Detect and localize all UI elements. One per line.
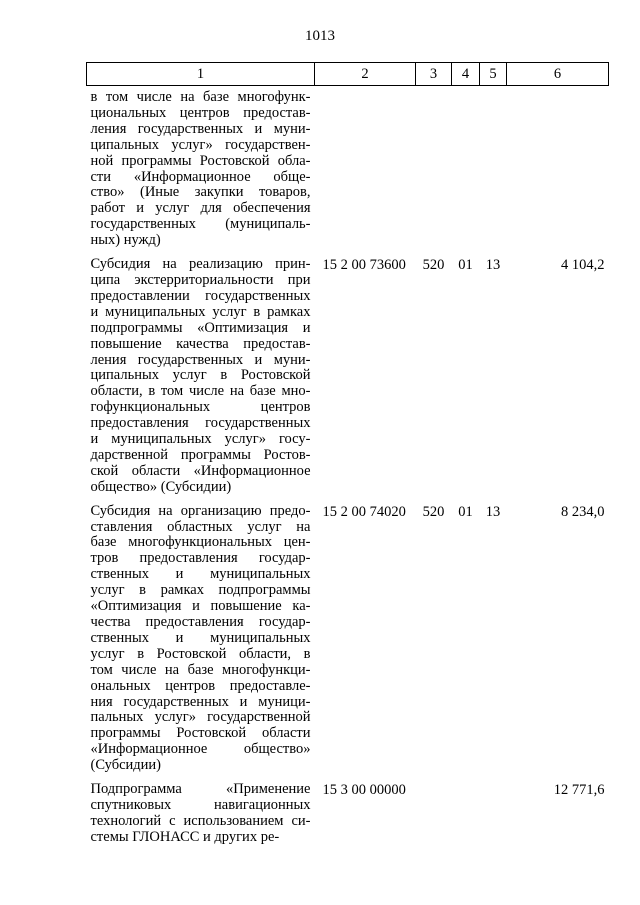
description-line: ставления областных услуг на — [90, 518, 311, 535]
row-section: 01 — [458, 257, 473, 274]
description-line: услуг в рамках подпрограммы — [90, 582, 311, 599]
description-line: ной программы Ростовской обла- — [90, 152, 311, 169]
row-target-code: 15 3 00 00000 — [322, 782, 406, 799]
description-line: ональных центров предоставле- — [90, 677, 311, 694]
description-line: ство» (Иные закупки товаров, — [90, 184, 311, 201]
row-expense-type — [416, 86, 452, 254]
row-target-code: 15 2 00 73600 — [322, 257, 406, 274]
description-line: услуг в Ростовской области, в — [90, 645, 311, 662]
table-header-row — [87, 63, 609, 86]
description-line: «Информационное общество» — [90, 741, 311, 758]
description-line: стемы ГЛОНАСС и других ре- — [90, 828, 280, 845]
row-amount: 8 234,0 — [561, 503, 605, 520]
row-section — [452, 86, 480, 254]
row-subsection — [480, 86, 507, 254]
header-col-2: 2 — [315, 63, 416, 86]
description-line: повышение качества предостав- — [90, 335, 311, 352]
row-subsection: 13 — [485, 503, 501, 520]
description-line: пальных услуг» государственной — [90, 709, 311, 726]
row-target-code — [315, 86, 416, 254]
description-line: государственных (муниципаль- — [90, 216, 311, 233]
description-line: чества предоставления государ- — [90, 614, 311, 630]
description-line: «Оптимизация и повышение ка- — [90, 598, 311, 615]
description-line: дарственной программы Ростов- — [90, 446, 311, 463]
description-line: тров предоставления госудаp- — [90, 550, 311, 567]
row-description — [87, 778, 315, 850]
description-line: базе многофункциональных цен- — [90, 534, 311, 551]
description-line: спутниковых навигационных — [90, 796, 311, 813]
table-row — [87, 253, 609, 500]
row-expense-type — [416, 778, 452, 850]
header-col-6: 6 — [507, 63, 609, 86]
description-line: ления государственных и муни- — [90, 351, 311, 368]
description-line: предоставлении государственных — [90, 287, 311, 304]
description-line: ципальных услуг» государствен- — [90, 136, 311, 153]
row-amount: 12 771,6 — [553, 782, 605, 799]
description-line: Подпрограмма «Применение — [90, 781, 311, 798]
description-line: (Субсидии) — [90, 757, 161, 774]
row-subsection — [480, 778, 507, 850]
description-line: ных) нужд) — [90, 232, 161, 249]
budget-table — [86, 62, 609, 850]
row-section: 01 — [458, 503, 473, 520]
description-line: ственных и муниципальных — [90, 629, 311, 646]
header-col-5: 5 — [480, 63, 507, 86]
description-line: том числе на базе многофункци- — [90, 661, 311, 678]
description-line: и муниципальных услуг в рамках — [90, 303, 311, 320]
header-col-4: 4 — [452, 63, 480, 86]
row-expense-type: 520 — [422, 257, 445, 274]
row-description — [87, 86, 315, 254]
description-line: и муниципальных услуг» госу- — [90, 431, 311, 448]
row-section — [452, 778, 480, 850]
description-line: общество» (Субсидии) — [90, 478, 232, 495]
table-row — [87, 86, 609, 254]
description-line: гофункциональных центров — [90, 399, 311, 416]
description-line: в том числе на базе многофунк- — [90, 89, 311, 105]
description-line: области, в том числе на базе мно- — [90, 383, 311, 400]
header-col-1: 1 — [87, 63, 315, 86]
row-subsection: 13 — [485, 257, 501, 274]
row-amount — [507, 86, 609, 254]
description-line: ской области «Информационное — [90, 462, 311, 479]
row-amount: 4 104,2 — [561, 257, 605, 274]
row-description — [87, 253, 315, 500]
description-line: предоставления государственных — [90, 415, 311, 432]
description-line: ственных и муниципальных — [90, 566, 311, 583]
table-row — [87, 778, 609, 850]
description-line: циональных центров предостав- — [90, 104, 311, 121]
description-line: программы Ростовской области — [90, 725, 311, 742]
description-line: технологий с использованием си- — [90, 812, 311, 829]
description-line: подпрограммы «Оптимизация и — [90, 319, 311, 336]
header-col-3: 3 — [416, 63, 452, 86]
description-line: работ и услуг для обеспечения — [90, 200, 311, 217]
description-line: Субсидия на реализацию прин- — [90, 256, 311, 273]
page-number: 1013 — [305, 28, 335, 44]
row-expense-type: 520 — [422, 503, 445, 520]
row-target-code: 15 2 00 74020 — [322, 503, 406, 520]
description-line: Субсидия на организацию предо- — [90, 502, 311, 519]
row-description — [87, 500, 315, 778]
description-line: ципальных услуг в Ростовской — [90, 367, 311, 384]
table-row — [87, 500, 609, 778]
description-line: сти «Информационное обще- — [90, 168, 311, 185]
description-line: ния государственных и муници- — [90, 693, 311, 710]
description-line: ципа экстерриториальности при — [90, 271, 311, 288]
description-line: ления государственных и муни- — [90, 120, 311, 137]
